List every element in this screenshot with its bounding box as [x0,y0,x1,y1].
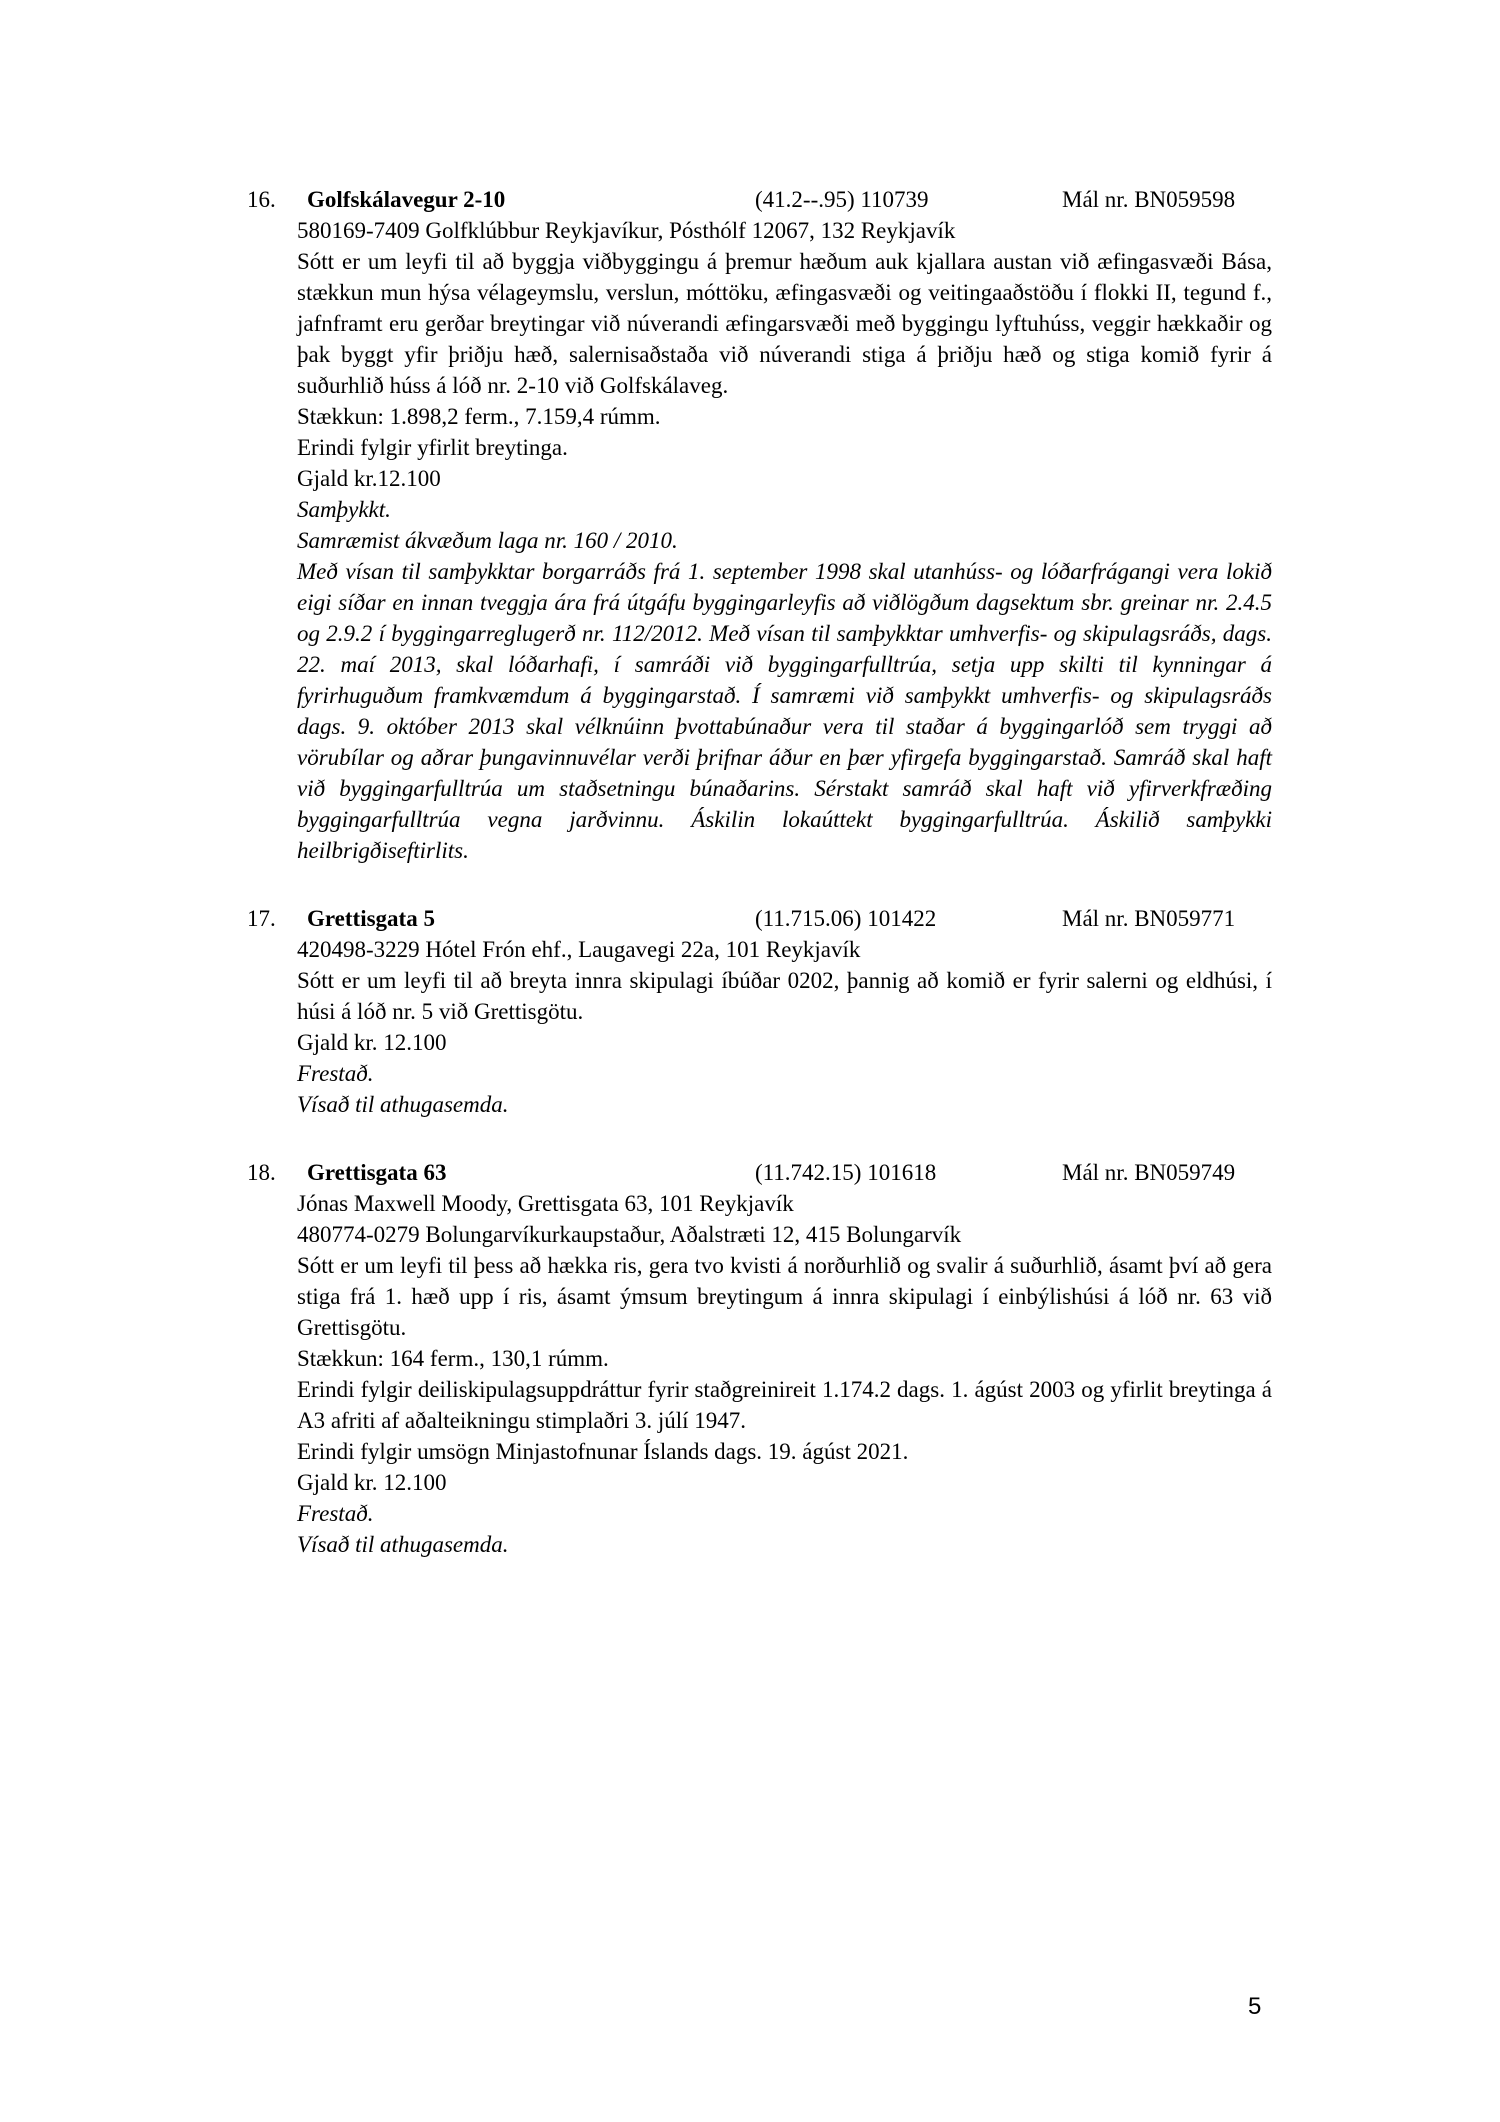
item-header [247,903,1282,934]
item-case-number: Mál nr. BN059598 [1062,187,1236,212]
item-text-line: Gjald kr.12.100 [297,466,441,491]
agenda-item [247,184,1282,866]
item-text-line: Sótt er um leyfi til að breyta innra skipulagi íbúðar 0202, þannig að komið er fyrir salerni og eldhúsi, í húsi á lóð nr. 5 við Grettisgötu. [297,968,1272,1024]
item-text-line: 480774-0279 Bolungarvíkurkaupstaður, Aðalstræti 12, 415 Bolungarvík [297,1222,962,1247]
item-text-line: 420498-3229 Hótel Frón ehf., Laugavegi 22a, 101 Reykjavík [297,937,861,962]
item-text-line: Samræmist ákvæðum laga nr. 160 / 2010. [297,528,678,553]
item-text-line: Gjald kr. 12.100 [297,1470,447,1495]
item-text-line: Stækkun: 1.898,2 ferm., 7.159,4 rúmm. [297,404,661,429]
item-text-line: Vísað til athugasemda. [297,1532,509,1557]
item-text-line: Gjald kr. 12.100 [297,1030,447,1055]
item-text-line: Sótt er um leyfi til að byggja viðbyggingu á þremur hæðum auk kjallara austan við æfingasvæði Bása, stækkun mun hýsa vélageymslu, verslun, móttöku, æfingasvæði og veitingaaðstöðu í flokki II, tegund f., jafnframt eru gerðar breytingar við núverandi æfingarsvæði með byggingu lyftuhúss, veggir hækkaðir og þak byggt yfir þriðju hæð, salernisaðstaða við núverandi stiga á þriðju hæð og stiga komið fyrir á suðurhlið húss á lóð nr. 2-10 við Golfskálaveg. [297,249,1272,398]
item-title: Golfskálavegur 2-10 [307,187,506,212]
item-title: Grettisgata 63 [307,1160,447,1185]
item-reference: (11.715.06) 101422 [755,906,937,931]
item-body [297,215,1272,866]
item-text-line: Sótt er um leyfi til þess að hækka ris, gera tvo kvisti á norðurhlið og svalir á suðurhlið, ásamt því að gera stiga frá 1. hæð upp í ris, ásamt ýmsum breytingum á innra skipulagi í einbýlishúsi á lóð nr. 63 við Grettisgötu. [297,1253,1272,1340]
item-text-line: Frestað. [297,1501,374,1526]
item-text-line: Frestað. [297,1061,374,1086]
agenda-item [247,903,1282,1120]
item-text-line: Jónas Maxwell Moody, Grettisgata 63, 101 Reykjavík [297,1191,794,1216]
item-reference: (41.2--.95) 110739 [755,187,929,212]
item-number: 17. [247,906,276,931]
item-number: 18. [247,1160,276,1185]
item-header [247,184,1282,215]
item-number: 16. [247,187,276,212]
page-number: 5 [1248,1993,1262,2020]
item-body [297,1188,1272,1560]
item-text-line: Vísað til athugasemda. [297,1092,509,1117]
agenda-item [247,1157,1282,1560]
item-case-number: Mál nr. BN059749 [1062,1160,1236,1185]
item-text-line: Erindi fylgir yfirlit breytinga. [297,435,568,460]
item-text-line: Erindi fylgir umsögn Minjastofnunar Íslands dags. 19. ágúst 2021. [297,1439,909,1464]
item-header [247,1157,1282,1188]
item-text-line: Stækkun: 164 ferm., 130,1 rúmm. [297,1346,609,1371]
agenda-items-list [247,184,1282,1597]
item-text-line: Erindi fylgir deiliskipulagsuppdráttur fyrir staðgreinireit 1.174.2 dags. 1. ágúst 2003 og yfirlit breytinga á A3 afriti af aðalteikningu stimplaðri 3. júlí 1947. [297,1377,1272,1433]
item-reference: (11.742.15) 101618 [755,1160,937,1185]
item-case-number: Mál nr. BN059771 [1062,906,1236,931]
item-text-line: Samþykkt. [297,497,391,522]
item-text-line: 580169-7409 Golfklúbbur Reykjavíkur, Pósthólf 12067, 132 Reykjavík [297,218,956,243]
item-text-line: Með vísan til samþykktar borgarráðs frá 1. september 1998 skal utanhúss- og lóðarfrágangi vera lokið eigi síðar en innan tveggja ára frá útgáfu byggingarleyfis að viðlögðum dagsektum sbr. greinar nr. 2.4.5 og 2.9.2 í byggingarreglugerð nr. 112/2012. Með vísan til samþykktar umhverfis- og skipulagsráðs, dags. 22. maí 2013, skal lóðarhafi, í samráði við byggingarfulltrúa, setja upp skilti til kynningar á fyrirhuguðum framkvæmdum á byggingarstað. Í samræmi við samþykkt umhverfis- og skipulagsráðs dags. 9. október 2013 skal vélknúinn þvottabúnaður vera til staðar á byggingarlóð sem tryggi að vörubílar og aðrar þungavinnuvélar verði þrifnar áður en þær yfirgefa byggingarstað. Samráð skal haft við byggingarfulltrúa um staðsetningu búnaðarins. Sérstakt samráð skal haft við yfirverkfræðing byggingarfulltrúa vegna jarðvinnu. Áskilin lokaúttekt byggingarfulltrúa. Áskilið samþykki heilbrigðiseftirlits. [297,559,1272,863]
item-body [297,934,1272,1120]
item-title: Grettisgata 5 [307,906,435,931]
